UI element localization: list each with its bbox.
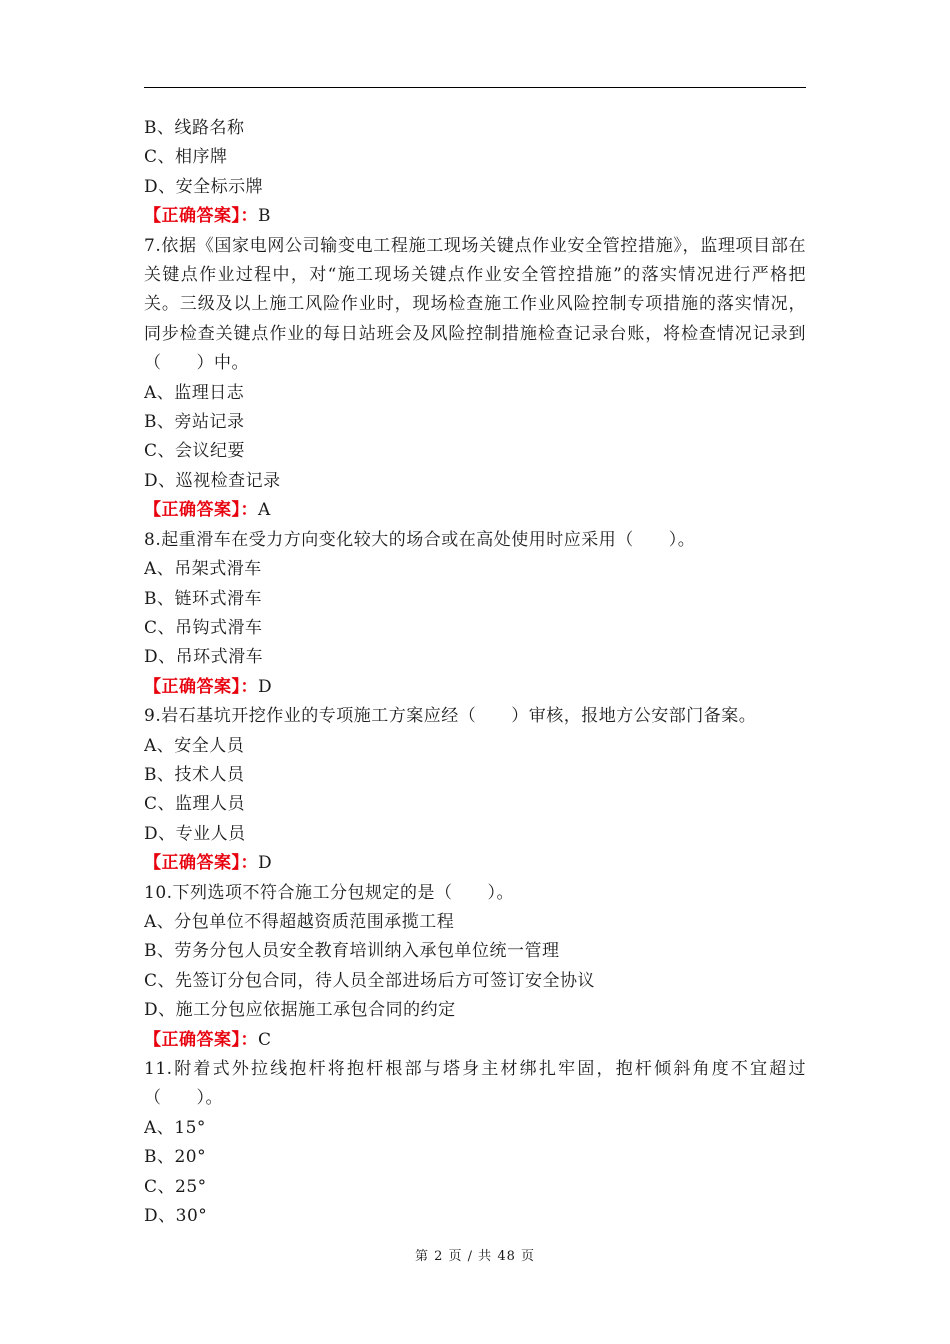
answer-label: 【正确答案】： xyxy=(144,853,258,874)
option-line: B、旁站记录 xyxy=(144,412,245,433)
question-text: 7.依据《国家电网公司输变电工程施工现场关键点作业安全管控措施》，监理项目部在关键点作业过程中，对“施工现场关键点作业安全管控措施”的落实情况进行严格把关。三级及以上施工风险作业时，现场检查施工作业风险控制专项措施的落实情况，同步检查关键点作业的每日站班会及风险控制措施检查记录台账，将检查情况记录到（ ）中。 xyxy=(144,235,806,374)
option-line: A、分包单位不得超越资质范围承揽工程 xyxy=(144,911,455,932)
option-line: D、吊环式滑车 xyxy=(144,647,264,668)
answer-line xyxy=(144,202,806,231)
option-line: A、监理日志 xyxy=(144,382,245,403)
page-footer: 第 2 页 / 共 48 页 xyxy=(415,1249,535,1264)
option-line: C、监理人员 xyxy=(144,794,246,815)
answer-label: 【正确答案】： xyxy=(144,676,258,697)
option-line: B、线路名称 xyxy=(144,118,245,138)
option-line: D、巡视检查记录 xyxy=(144,470,281,491)
option-line: D、施工分包应依据施工承包合同的约定 xyxy=(144,1000,456,1021)
option-line: A、15° xyxy=(144,1117,206,1138)
answer-value: D xyxy=(258,676,273,697)
header-rule xyxy=(144,87,806,88)
question-text: 9.岩石基坑开挖作业的专项施工方案应经（ ）审核，报地方公安部门备案。 xyxy=(144,706,757,727)
option-line: D、专业人员 xyxy=(144,823,246,844)
option-line: D、30° xyxy=(144,1206,208,1227)
option-line: A、吊架式滑车 xyxy=(144,559,262,580)
answer-value: D xyxy=(258,853,273,874)
document-body xyxy=(144,114,806,1231)
question-text: 8.起重滑车在受力方向变化较大的场合或在高处使用时应采用（ ）。 xyxy=(144,529,696,550)
answer-label: 【正确答案】： xyxy=(144,1029,258,1050)
answer-value: B xyxy=(258,206,271,227)
option-line: B、技术人员 xyxy=(144,764,245,785)
option-line: B、劳务分包人员安全教育培训纳入承包单位统一管理 xyxy=(144,941,560,962)
answer-line xyxy=(144,1026,806,1055)
question-text: 10.下列选项不符合施工分包规定的是（ ）。 xyxy=(144,882,515,903)
option-line: C、吊钩式滑车 xyxy=(144,617,263,638)
answer-value: A xyxy=(258,500,271,521)
option-line: C、25° xyxy=(144,1176,207,1197)
question-text: 11.附着式外拉线抱杆将抱杆根部与塔身主材绑扎牢固，抱杆倾斜角度不宜超过（ ）。 xyxy=(144,1059,806,1109)
option-line: C、先签订分包合同，待人员全部进场后方可签订安全协议 xyxy=(144,970,596,991)
option-line: B、20° xyxy=(144,1147,207,1168)
answer-line xyxy=(144,849,806,878)
option-line: B、链环式滑车 xyxy=(144,588,262,609)
answer-label: 【正确答案】： xyxy=(144,206,258,227)
answer-label: 【正确答案】： xyxy=(144,500,258,521)
answer-line xyxy=(144,496,806,525)
option-line: C、会议纪要 xyxy=(144,441,246,462)
option-line: D、安全标示牌 xyxy=(144,176,264,197)
answer-value: C xyxy=(258,1029,272,1050)
option-line: C、相序牌 xyxy=(144,147,228,168)
option-line: A、安全人员 xyxy=(144,735,245,756)
answer-line xyxy=(144,673,806,702)
